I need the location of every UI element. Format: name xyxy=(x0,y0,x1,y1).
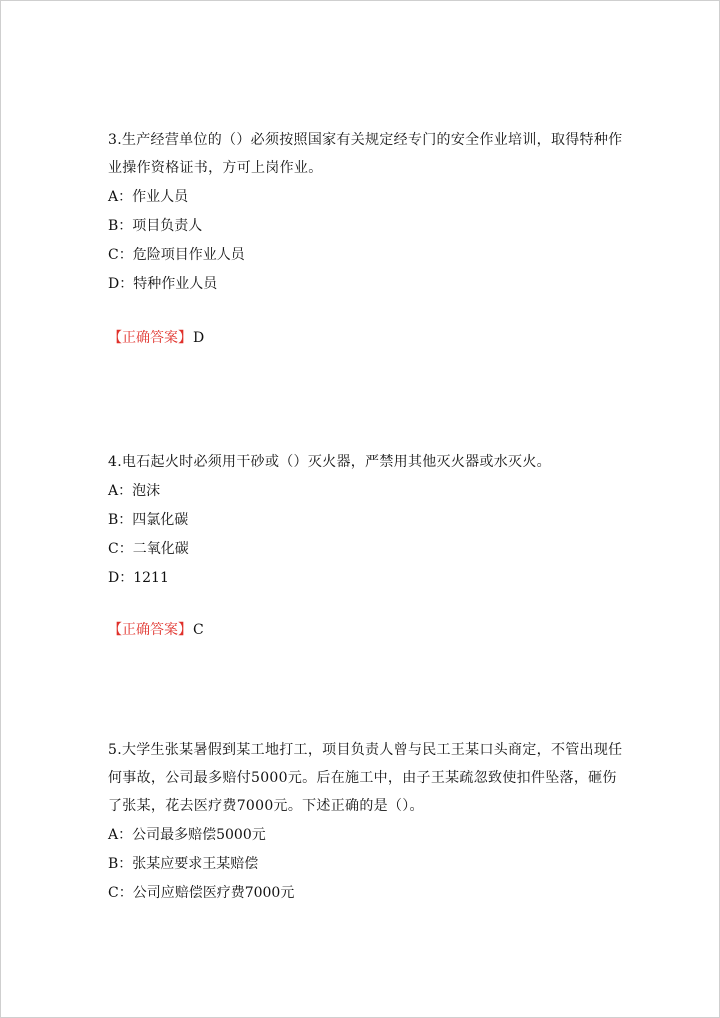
question-stem: 5.大学生张某暑假到某工地打工，项目负责人曾与民工王某口头商定，不管出现任何事故，公司最多赔付5000元。后在施工中，由子王某疏忽致使扣件坠落，砸伤了张某，花去医疗费7000元。下述正确的是（）。 xyxy=(108,742,623,814)
question-3 xyxy=(108,126,628,299)
answer-label: 【正确答案】 xyxy=(108,330,192,346)
option-d: D：1211 xyxy=(108,570,169,586)
option-b: B：张某应要求王某赔偿 xyxy=(108,856,259,872)
answer-3 xyxy=(108,324,204,352)
question-stem: 3.生产经营单位的（）必须按照国家有关规定经专门的安全作业培训，取得特种作业操作资格证书，方可上岗作业。 xyxy=(108,132,623,176)
question-5 xyxy=(108,736,628,908)
answer-label: 【正确答案】 xyxy=(108,622,192,638)
question-stem: 4.电石起火时必须用干砂或（）灭火器，严禁用其他灭火器或水灭火。 xyxy=(108,454,551,470)
option-c: C：危险项目作业人员 xyxy=(108,247,245,263)
question-4 xyxy=(108,448,551,593)
option-d: D：特种作业人员 xyxy=(108,276,218,292)
option-b: B：项目负责人 xyxy=(108,218,203,234)
answer-value: D xyxy=(193,330,205,346)
option-c: C：二氧化碳 xyxy=(108,541,189,557)
option-a: A：作业人员 xyxy=(108,189,189,205)
option-b: B：四氯化碳 xyxy=(108,512,189,528)
option-a: A：公司最多赔偿5000元 xyxy=(108,827,266,843)
option-c: C：公司应赔偿医疗费7000元 xyxy=(108,885,295,901)
answer-4 xyxy=(108,616,204,644)
option-a: A：泡沫 xyxy=(108,483,161,499)
answer-value: C xyxy=(193,622,204,638)
